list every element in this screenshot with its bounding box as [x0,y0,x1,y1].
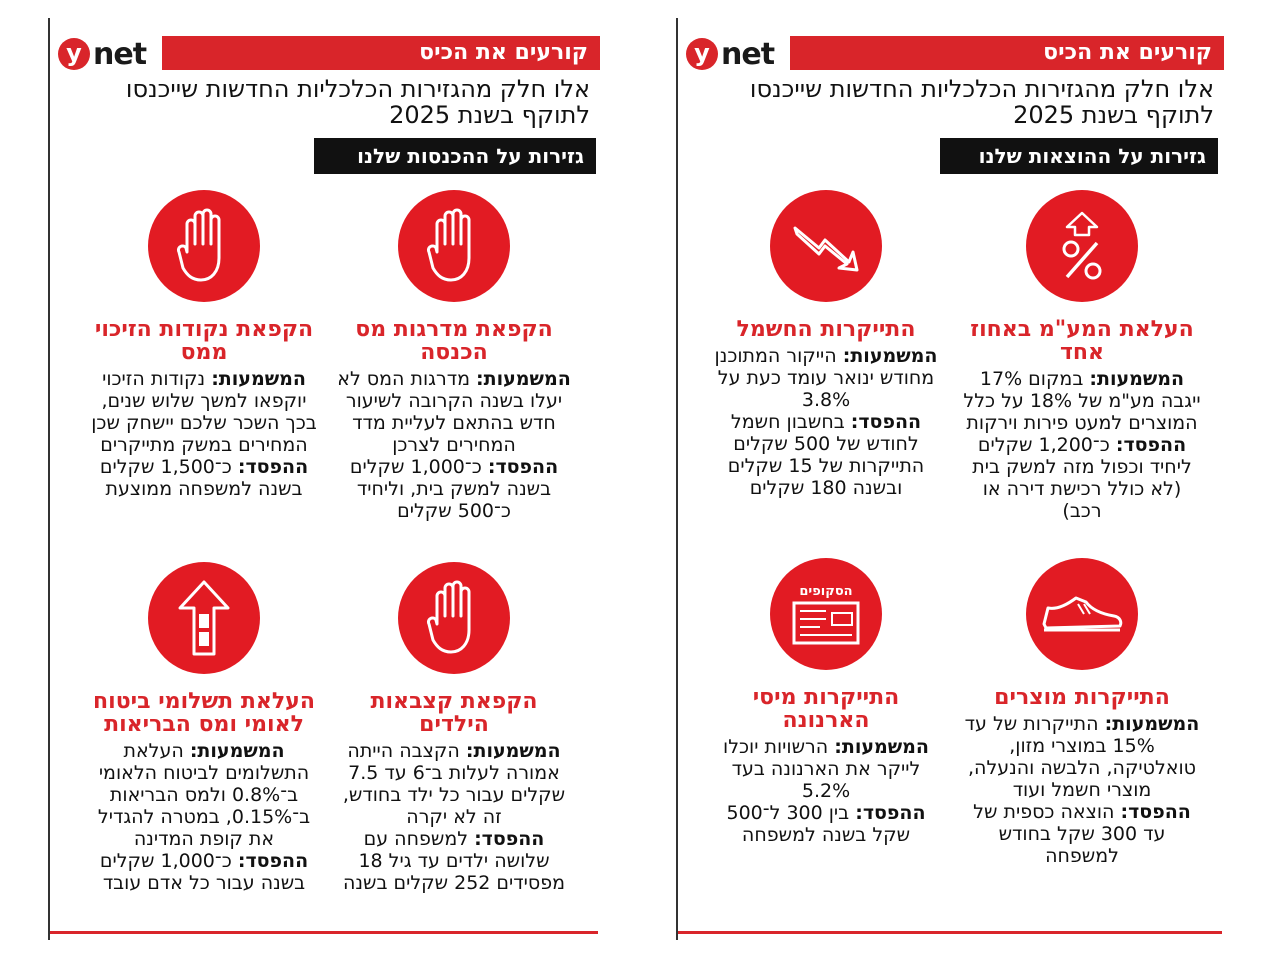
meaning-text: נקודות הזיכוי יוקפאו למשך שלוש שנים, בכך השכר שלכם יישחק שכן המחירים במשק מתייקרים [91,368,317,456]
meaning-label: המשמעות: [476,368,571,390]
meaning-label: המשמעות: [465,740,561,762]
item-arnona [706,558,946,846]
meaning-text: במקום 17% ייגבה מע"מ של 18% על כלל המוצרים למעט פירות וירקות [963,368,1201,434]
bottom-rule [678,931,1222,934]
meaning-text: הרשויות יוכלו לייקר את הארנונה בעד 5.2% [723,736,921,802]
item-body [706,736,946,846]
hand-stop-icon [398,190,510,302]
logo-y: y [58,38,90,70]
item-body [84,740,324,894]
item-national-insurance [84,562,324,894]
item-title: העלאת המע"מ באחוז אחד [970,317,1194,365]
item-products [962,558,1202,867]
item-body [334,740,574,894]
loss-text: כ־1,000 שקלים בשנה עבור כל אדם עובד [99,850,306,894]
item-body [962,368,1202,522]
percent-up-icon [1026,190,1138,302]
panel-divider [48,18,50,940]
header-title: קורעים את הכיס [790,36,1224,70]
item-title: הקפאת מדרגות מס הכנסה [355,317,553,365]
expenses-panel [676,18,1224,944]
electricity-icon [770,190,882,302]
meaning-label: המשמעות: [834,736,929,758]
item-title: הקפאת קצבאות הילדים [370,689,538,737]
logo-net: net [721,36,775,72]
item-tax-credit-points [84,190,324,500]
meaning-label: המשמעות: [842,345,938,367]
meaning-text: מדרגות המס לא יעלו בשנה הקרובה לשיעור חדש בהתאם לעליית מדד המחירים לצרכן [337,368,563,456]
meaning-label: המשמעות: [1104,713,1200,735]
meaning-label: המשמעות: [1089,368,1185,390]
loss-text: כ־1,000 שקלים בשנה למשק בית, וליחיד כ־500 שקלים [349,456,552,522]
section-label: גזירות על ההכנסות שלנו [314,138,596,174]
item-child-allowance [334,562,574,894]
loss-label: ההפסד: [850,411,922,433]
income-panel [48,18,600,944]
loss-label: ההפסד: [237,456,309,478]
item-body [84,368,324,500]
loss-text: כ־1,500 שקלים בשנה למשפחה ממוצעת [99,456,303,500]
item-body [962,713,1202,867]
loss-text: כ־1,200 שקלים ליחיד וכפול מזה למשק בית (לא כולל רכישת דירה או רכב) [972,434,1192,522]
ynet-logo [58,34,146,74]
subtitle: אלו חלק מהגזירות הכלכליות החדשות שייכנסו לתוקף בשנת 2025 [749,75,1214,129]
loss-text: למשפחה עם שלושה ילדים עד גיל 18 מפסידים 252 שקלים בשנה [342,828,566,894]
item-title: התייקרות מיסי הארנונה [752,685,900,733]
hand-stop-icon [398,562,510,674]
item-electricity [706,190,946,499]
meaning-label: המשמעות: [189,740,285,762]
meaning-text: הקצבה הייתה אמורה לעלות ב־6 עד 7.5 שקלים עבור כל ילד בחודש, זה לא יקרה [342,740,566,828]
loss-label: ההפסד: [237,850,309,872]
logo-y: y [686,38,718,70]
item-body [706,345,946,499]
meaning-label: המשמעות: [211,368,306,390]
section-label: גזירות על ההוצאות שלנו [940,138,1218,174]
subtitle: אלו חלק מהגזירות הכלכליות החדשות שייכנסו לתוקף בשנת 2025 [125,75,590,129]
item-title: הקפאת נקודות הזיכוי ממס [94,317,314,365]
insurance-arrow-icon [148,562,260,674]
panel-header [686,34,1224,74]
item-title: התייקרות מוצרים [994,685,1170,710]
panel-header [58,34,600,74]
panel-divider [676,18,678,940]
loss-text: הוצאה כספית של עד 300 שקל בחודש למשפחה [973,801,1166,867]
header-title: קורעים את הכיס [162,36,600,70]
sneaker-icon [1026,558,1138,670]
logo-net: net [93,36,147,72]
hand-stop-icon [148,190,260,302]
item-body [334,368,574,522]
loss-text: בין 300 ל־500 שקל בשנה למשפחה [726,802,911,846]
loss-text: בחשבון חשמל לחודש של 500 שקלים התייקרות של 15 שקלים ובשנה 180 שקלים [727,411,925,499]
item-vat-increase [962,190,1202,522]
loss-label: ההפסד: [474,828,545,850]
bottom-rule [50,931,598,934]
meaning-text: העלאת התשלומים לביטוח הלאומי ב־0.8% ולמס הבריאות ב־0.15%, במטרה להגדיל את קופת המדינה [97,740,311,850]
loss-label: ההפסד: [1115,434,1187,456]
meaning-text: התייקרות של עד 15% במוצרי מזון, טואלטיקה, הלבשה והנעלה, מוצרי חשמל ועוד [964,713,1196,801]
meaning-text: הייקור המתוכנן מחודש ינואר עומד כעת על 3.8% [714,345,935,411]
item-title: העלאת תשלומי ביטוח לאומי ומס הבריאות [93,689,315,737]
item-income-tax-brackets [334,190,574,522]
arnona-bill-icon [770,558,882,670]
ynet-logo [686,34,774,74]
arnona-icon-text: הסקופים [799,584,853,599]
loss-label: ההפסד: [855,802,926,824]
loss-label: ההפסד: [487,456,559,478]
item-title: התייקרות החשמל [736,317,916,342]
loss-label: ההפסד: [1120,801,1191,823]
